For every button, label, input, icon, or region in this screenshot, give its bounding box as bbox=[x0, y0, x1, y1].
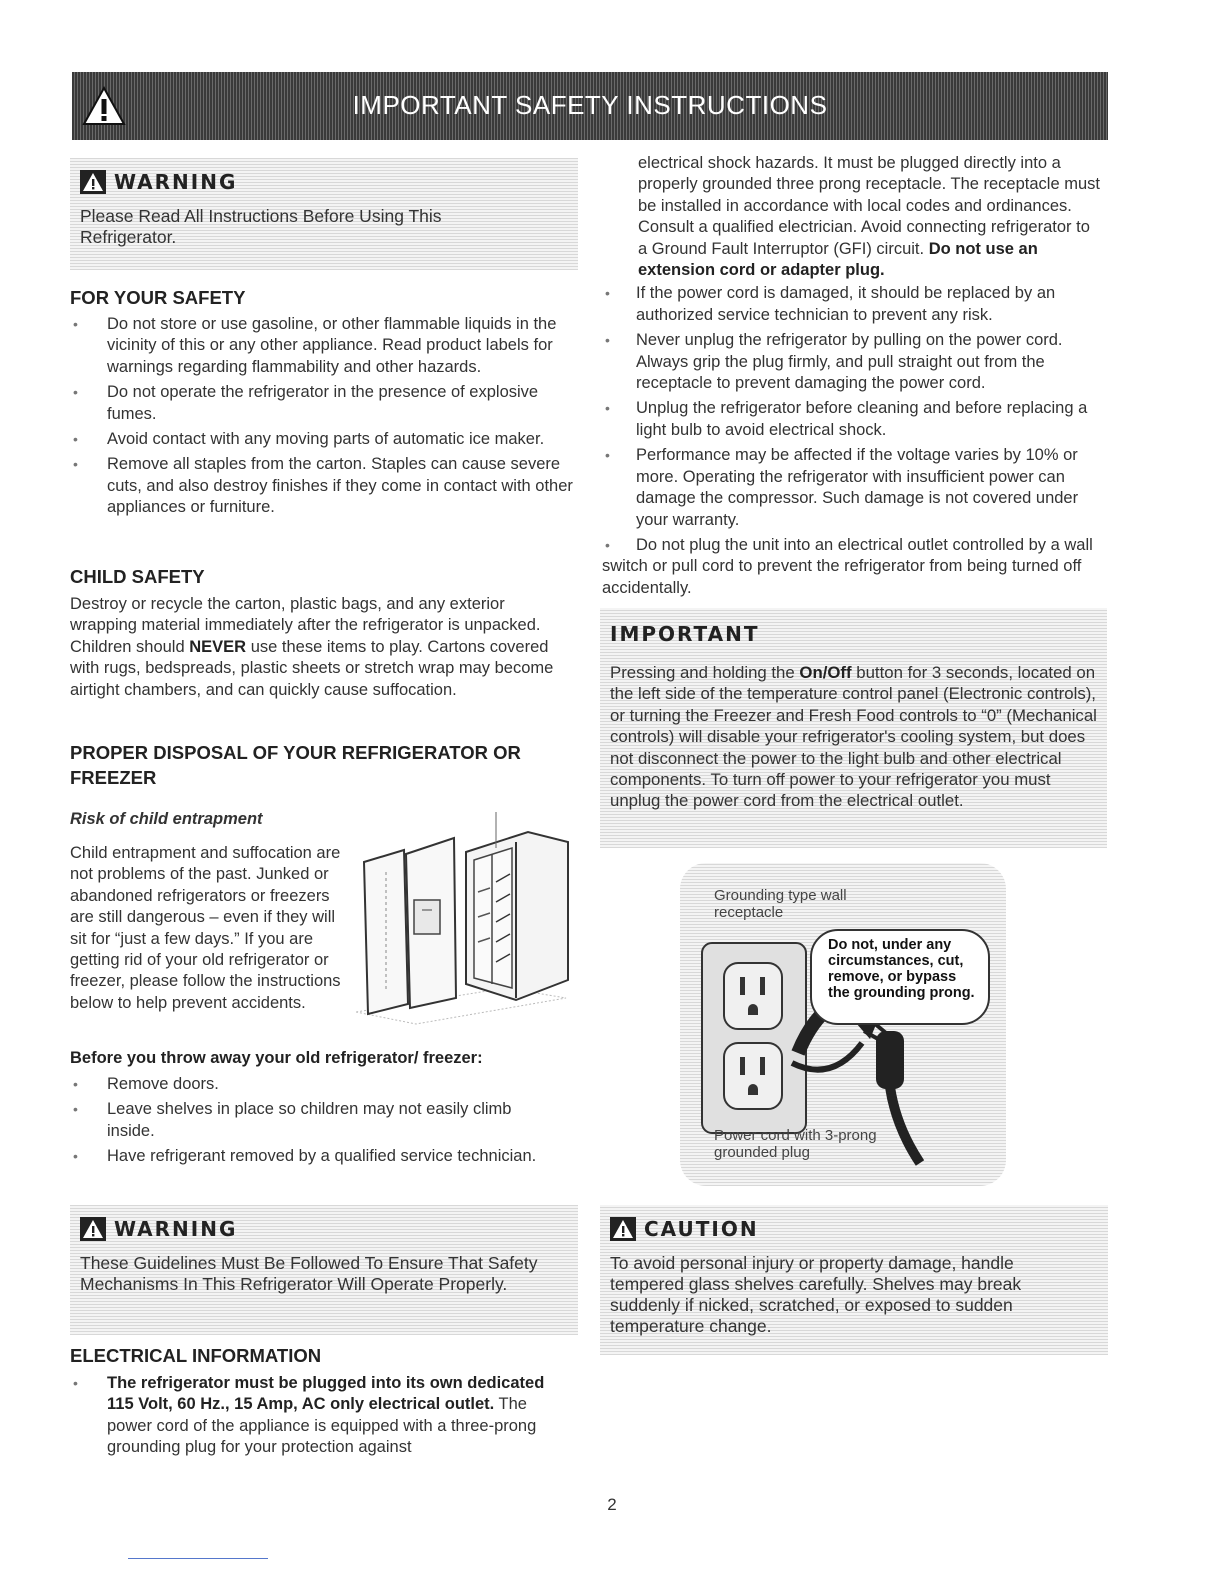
list-item: • If the power cord is damaged, it should be replaced by an authorized service technician to prevent any risk. bbox=[602, 283, 1102, 326]
section-before-throwaway bbox=[70, 1049, 575, 1172]
caution-label: CAUTION bbox=[644, 1217, 759, 1241]
banner-title: IMPORTANT SAFETY INSTRUCTIONS bbox=[352, 90, 828, 120]
before-throwaway-heading: Before you throw away your old refrigerator/ freezer: bbox=[70, 1049, 483, 1067]
last-item-text: • Do not plug the unit into an electrical outlet controlled by a wall switch or pull cord to prevent the refrigerator from being turned off accidentally. bbox=[602, 535, 1093, 597]
warning-text: Please Read All Instructions Before Using This Refrigerator. bbox=[80, 206, 442, 247]
list-item: • Unplug the refrigerator before cleaning and before replacing a light bulb to avoid electrical shock. bbox=[602, 398, 1102, 441]
warning-label: WARNING bbox=[114, 1217, 238, 1241]
section-your-safety bbox=[70, 287, 575, 523]
warning-text: These Guidelines Must Be Followed To Ensure That Safety Mechanisms In This Refrigerator Will Operate Properly. bbox=[80, 1253, 538, 1294]
page-number: 2 bbox=[607, 1495, 617, 1514]
child-safety-text: Destroy or recycle the carton, plastic bags, and any exterior wrapping material immediately after the refrigerator is unpacked. Children should NEVER use these items to play. Cartons covered with rugs, bedspreads, plastic sheets or stretch wrap may become airtight chambers, and can quickly cause suffocation. bbox=[70, 595, 554, 699]
important-label: IMPORTANT bbox=[610, 622, 760, 646]
warning-icon bbox=[80, 170, 106, 194]
entrapment-text: Child entrapment and suffocation are not problems of the past. Junked or abandoned refrigerators or freezers are still dangerous – even if they will sit for “just a few days.” If you are getting rid of your old refrigerator or freezer, please follow the instructions below to help prevent accidents. bbox=[70, 844, 341, 1012]
section-electrical-continued bbox=[602, 153, 1102, 599]
warning-callout-bottom bbox=[70, 1205, 578, 1335]
subheading-entrapment: Risk of child entrapment bbox=[70, 810, 263, 828]
section-electrical bbox=[70, 1345, 575, 1463]
list-item: • The refrigerator must be plugged into its own dedicated 115 Volt, 60 Hz., 15 Amp, AC only electrical outlet. The power cord of the appliance is equipped with a three-prong grounding plug for your protection against bbox=[70, 1373, 575, 1459]
important-callout bbox=[600, 608, 1107, 848]
list-item: • Remove doors. bbox=[70, 1074, 560, 1095]
warning-callout-top bbox=[70, 158, 578, 270]
list-item: • Leave shelves in place so children may not easily climb inside. bbox=[70, 1099, 560, 1142]
list-item: • Have refrigerant removed by a qualified service technician. bbox=[70, 1146, 560, 1167]
warning-label: WARNING bbox=[114, 170, 238, 194]
outlet-figure bbox=[680, 863, 1006, 1186]
refrigerator-illustration bbox=[356, 812, 578, 1027]
warning-icon bbox=[80, 1217, 106, 1241]
list-item: • Do not operate the refrigerator in the presence of explosive fumes. bbox=[70, 382, 575, 425]
heading-child-safety: CHILD SAFETY bbox=[70, 566, 205, 587]
list-item: • Performance may be affected if the voltage varies by 10% or more. Operating the refrigerator with insufficient power can damage the compressor. Such damage is not covered under your warranty. bbox=[602, 445, 1102, 531]
heading-your-safety: FOR YOUR SAFETY bbox=[70, 287, 246, 308]
caution-text: To avoid personal injury or property damage, handle tempered glass shelves carefully. Shelves may break suddenly if nicked, scratched, or exposed to sudden temperature change. bbox=[610, 1253, 1022, 1336]
caution-icon bbox=[610, 1217, 636, 1241]
outlet-warning-bubble: Do not, under any circumstances, cut, remove, or bypass the grounding prong. bbox=[810, 929, 990, 1025]
electrical-continued-text: electrical shock hazards. It must be plugged directly into a properly grounded three prong receptacle. The receptacle must be installed in accordance with local codes and ordinances. Consult a qualified electrician. Avoid connecting refrigerator to a Ground Fault Interruptor (GFI) circuit. Do not use an extension cord or adapter plug. bbox=[638, 154, 1100, 280]
footer-divider bbox=[128, 1558, 268, 1559]
heading-electrical: ELECTRICAL INFORMATION bbox=[70, 1345, 322, 1366]
list-item: • Do not store or use gasoline, or other flammable liquids in the vicinity of this or any other appliance. Read product labels for warnings regarding flammability and other hazards. bbox=[70, 314, 575, 378]
list-item: • Avoid contact with any moving parts of automatic ice maker. bbox=[70, 429, 575, 450]
list-item: • Remove all staples from the carton. Staples can cause severe cuts, and also destroy finishes if they come in contact with other appliances or furniture. bbox=[70, 454, 575, 518]
outlet-label-bottom: Power cord with 3-prong grounded plug bbox=[714, 1127, 877, 1161]
list-item: • Never unplug the refrigerator by pulling on the power cord. Always grip the plug firmly, and pull straight out from the receptacle to prevent damaging the power cord. bbox=[602, 330, 1102, 394]
important-text: Pressing and holding the On/Off button for 3 seconds, located on the left side of the temperature control panel (Electronic controls), or turning the Freezer and Fresh Food controls to “0” (Mechanical controls) will disable your refrigerator's cooling system, but does not disconnect the power to the light bulb and other electrical components. To turn off power to your refrigerator you must unplug the power cord from the electrical outlet. bbox=[610, 663, 1097, 811]
heading-disposal: PROPER DISPOSAL OF YOUR REFRIGERATOR OR FREEZER bbox=[70, 742, 521, 788]
section-child-safety bbox=[70, 566, 575, 701]
outlet-label-top: Grounding type wall receptacle bbox=[714, 887, 847, 921]
caution-callout bbox=[600, 1205, 1108, 1355]
header-banner bbox=[72, 72, 1108, 140]
warning-triangle-icon bbox=[82, 86, 126, 126]
